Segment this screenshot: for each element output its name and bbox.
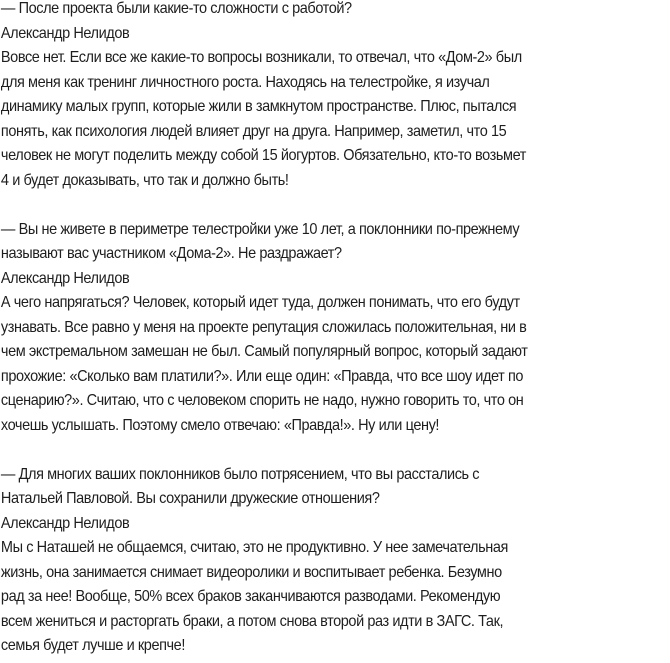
answer-line: А чего напрягаться? Человек, который идет туда, должен понимать, что его будут	[0, 294, 520, 311]
answer-line: Вовсе нет. Если все же какие-то вопросы возникали, то отвечал, что «Дом-2» был	[0, 49, 522, 66]
answer-line: человек не могут поделить между собой 15 йогуртов. Обязательно, кто-то возьмет	[0, 147, 526, 164]
answer-line: узнавать. Все равно у меня на проекте репутация сложилась положительная, ни в	[0, 318, 527, 336]
question-line: — После проекта были какие-то сложности с работой?	[0, 0, 352, 17]
answer-line: хочешь услышать. Поэтому смело отвечаю: «Правда!». Ну или цену!	[0, 416, 440, 434]
speaker-name: Александр Нелидов	[0, 269, 130, 287]
answer-line: сценарию?». Считаю, что с человеком спорить не надо, нужно говорить то, что он	[0, 392, 524, 409]
interview-block-1	[1, 0, 670, 193]
answer-line: 4 и будет доказывать, что так и должно быть!	[0, 171, 289, 189]
answer-line: семья будет лучше и крепче!	[0, 637, 185, 654]
question-line: Натальей Павловой. Вы сохранили дружеские отношения?	[0, 490, 380, 507]
answer-line: всем жениться и расторгать браки, а потом снова второй раз идти в ЗАГС. Так,	[0, 612, 504, 630]
answer-line: прохожие: «Сколько вам платили?». Или еще один: «Правда, что все шоу идет по	[0, 367, 524, 385]
interview-block-2	[1, 218, 670, 439]
question-line: называют вас участником «Дома-2». Не раздражает?	[0, 245, 342, 262]
answer-line: понять, как психология людей влияет друг на друга. Например, заметил, что 15	[0, 122, 507, 140]
answer-line: для меня как тренинг личностного роста. Находясь на телестройке, я изучал	[0, 73, 490, 91]
speaker-name: Александр Нелидов	[0, 24, 130, 42]
speaker-name: Александр Нелидов	[0, 514, 130, 532]
answer-line: чем экстремальном замешан не был. Самый популярный вопрос, который задают	[0, 343, 528, 360]
answer-line: динамику малых групп, которые жили в замкнутом пространстве. Плюс, пытался	[0, 98, 517, 115]
answer-line: рад за нее! Вообще, 50% всех браков заканчиваются разводами. Рекомендую	[0, 588, 501, 605]
interview-block-3	[1, 463, 670, 659]
answer-line: жизнь, она занимается снимает видеоролики и воспитывает ребенка. Безумно	[0, 563, 502, 581]
answer-line: Мы с Наташей не общаемся, считаю, это не продуктивно. У нее замечательная	[0, 539, 508, 556]
question-line: — Для многих ваших поклонников было потрясением, что вы расстались с	[0, 465, 480, 483]
question-line: — Вы не живете в периметре телестройки уже 10 лет, а поклонники по-прежнему	[0, 220, 520, 238]
